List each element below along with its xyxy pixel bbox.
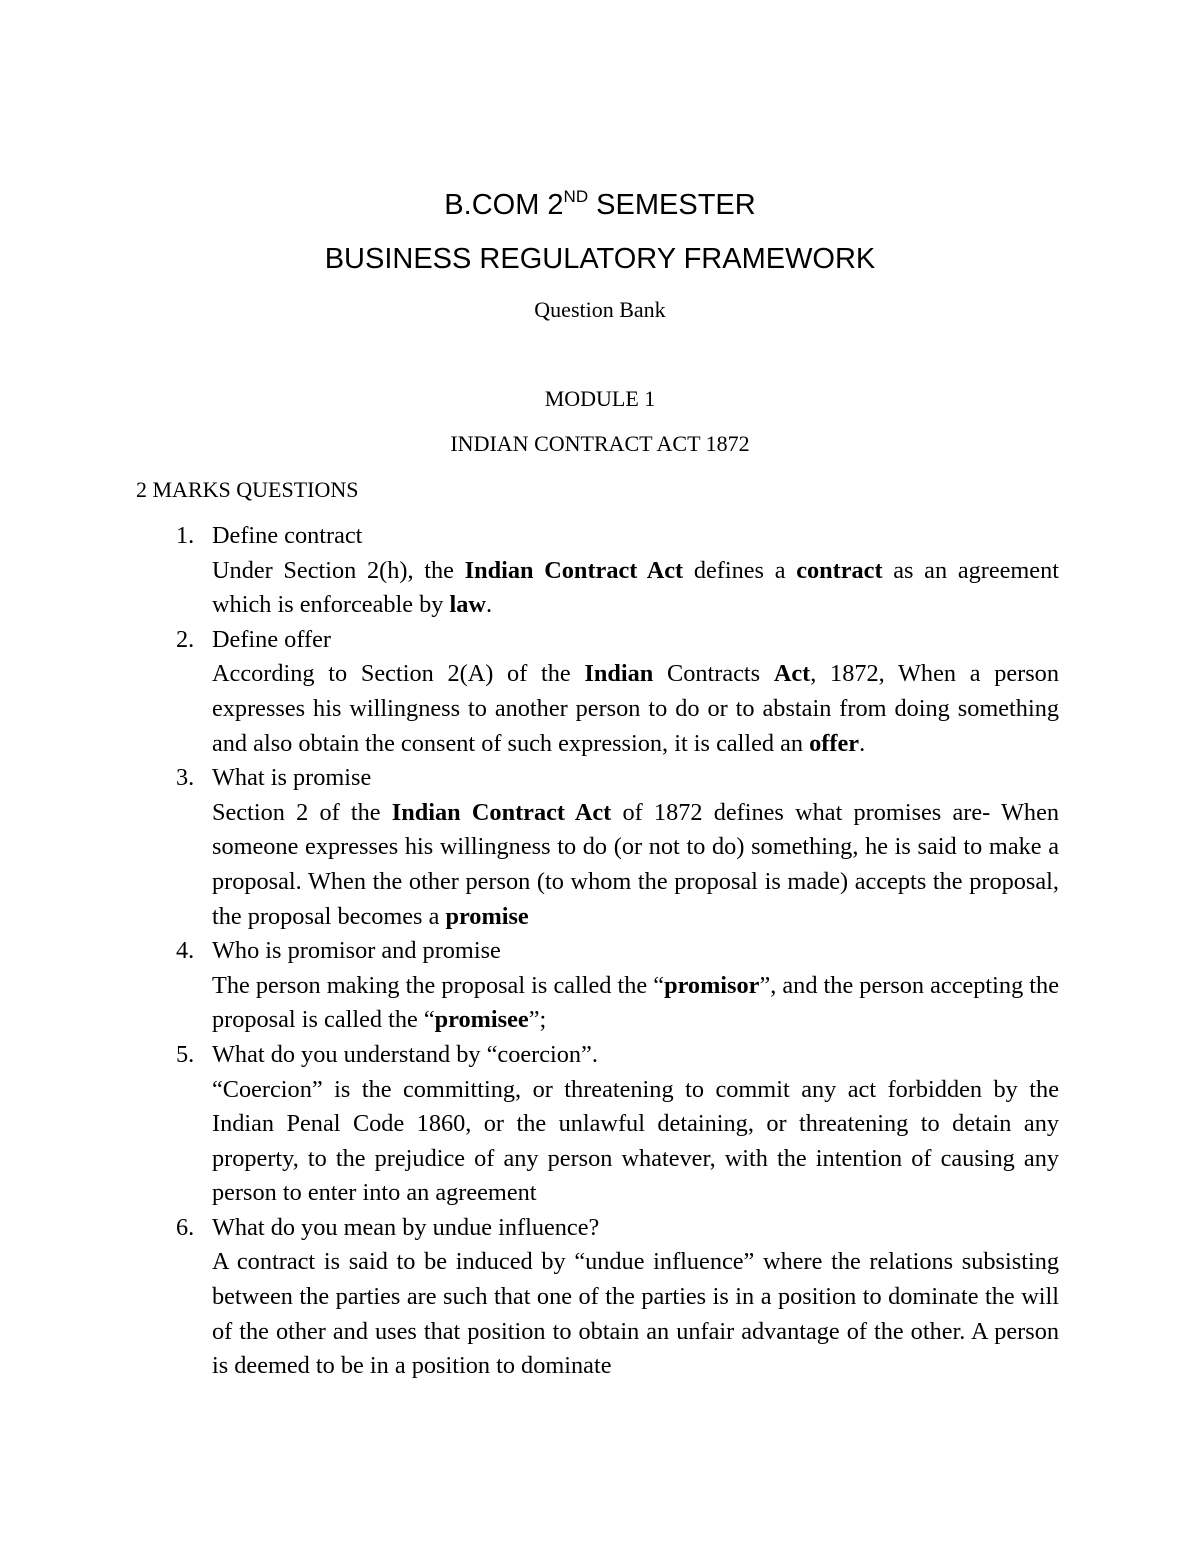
- answer-segment: as an agreement which is enforceable by: [212, 556, 1059, 619]
- question-number: 6.: [176, 1213, 195, 1241]
- question-item: [136, 1038, 1059, 1211]
- answer-bold-term: promisor: [664, 971, 760, 999]
- answer-bold-term: promise: [445, 902, 529, 930]
- question-number: 1.: [176, 522, 195, 549]
- question-number: 5.: [176, 1040, 195, 1068]
- question-item: [136, 623, 1059, 761]
- question-text: What do you understand by “coercion”.: [212, 1040, 598, 1068]
- question-text: Define offer: [212, 625, 331, 653]
- section-label: 2 MARKS QUESTIONS: [136, 477, 359, 502]
- answer-bold-term: contract: [796, 556, 883, 584]
- question-item: [136, 761, 1059, 934]
- answer-text: [212, 1073, 1059, 1211]
- answer-segment: According to Section 2(A) of the: [212, 660, 585, 688]
- question-text: What do you mean by undue influence?: [212, 1213, 600, 1241]
- page-subtitle: BUSINESS REGULATORY FRAMEWORK: [324, 243, 876, 275]
- title-superscript: ND: [563, 187, 589, 206]
- question-text: What is promise: [212, 764, 372, 792]
- page-title: [0, 188, 1200, 226]
- answer-text: [212, 554, 1059, 623]
- document-type: Question Bank: [534, 297, 666, 322]
- answer-segment: , 1872, When a person expresses his willingness to another person to do or to abstain from doing something and also obtain the consent of such expression, it is called an: [212, 660, 1059, 757]
- answer-segment: Contracts: [653, 660, 774, 688]
- answer-text: [212, 796, 1059, 934]
- answer-segment: ”, and the person accepting the proposal is called the “: [212, 971, 1059, 1034]
- answer-text: [212, 969, 1059, 1038]
- question-text: Define contract: [212, 522, 363, 549]
- answer-segment: “Coercion” is the committing, or threatening to commit any act forbidden by the Indian Penal Code 1860, or the unlawful detaining, or threatening to detain any property, to the prejudice of any person whatever, with the intention of causing any person to enter into an agreement: [212, 1075, 1059, 1207]
- module-label: MODULE 1: [544, 386, 656, 411]
- answer-segment: Under Section 2(h), the: [212, 556, 465, 584]
- answer-segment: The person making the proposal is called the “: [212, 971, 665, 999]
- title-suffix: SEMESTER: [588, 189, 756, 221]
- question-item: [136, 1211, 1059, 1384]
- answer-text: [212, 657, 1059, 761]
- answer-bold-term: Act: [773, 660, 811, 688]
- answer-segment: Section 2 of the: [212, 798, 392, 826]
- question-number: 2.: [176, 625, 195, 653]
- question-item: [136, 519, 1059, 623]
- answer-bold-term: promisee: [434, 1006, 529, 1034]
- answer-bold-term: Indian: [584, 660, 654, 688]
- answer-segment: A contract is said to be induced by “undue influence” where the relations subsisting between the parties are such that one of the parties is in a position to dominate the will of the other and uses that position to obtain an unfair advantage of the other. A person is deemed to be in a position to dominate: [212, 1248, 1059, 1380]
- answer-segment: .: [859, 729, 866, 757]
- answer-bold-term: Indian Contract Act: [391, 798, 612, 826]
- answer-bold-term: offer: [809, 729, 860, 757]
- title-prefix: B.COM 2: [444, 189, 564, 221]
- module-name: INDIAN CONTRACT ACT 1872: [450, 431, 750, 456]
- question-item: [136, 934, 1059, 1038]
- answer-bold-term: law: [449, 591, 486, 619]
- question-number: 3.: [176, 764, 195, 792]
- answer-segment: defines a: [683, 556, 797, 584]
- answer-bold-term: Indian Contract Act: [464, 556, 684, 584]
- question-list: [136, 519, 1059, 1384]
- answer-segment: .: [485, 591, 493, 619]
- answer-text: [212, 1245, 1059, 1383]
- answer-segment: ”;: [528, 1006, 547, 1034]
- answer-segment: of 1872 defines what promises are- When someone expresses his willingness to do (or not to do) something, he is said to make a proposal. When the other person (to whom the proposal is made) accepts the proposal, the proposal becomes a: [212, 798, 1059, 930]
- question-text: Who is promisor and promise: [212, 937, 501, 965]
- question-number: 4.: [176, 937, 195, 965]
